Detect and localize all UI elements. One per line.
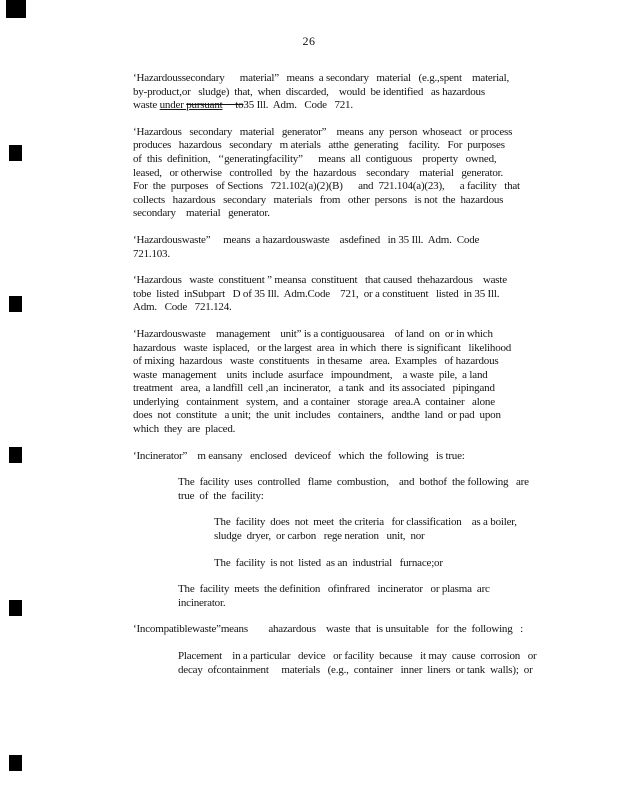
- text-line: of mixing hazardous waste constituents in thesame area. Examples of hazardous: [133, 355, 499, 368]
- text-line: incinerator.: [178, 596, 226, 609]
- text-line: The facility uses controlled flame combustion, and bothof the following are: [178, 476, 529, 489]
- text-line: decay ofcontainment materials (e.g., container inner liners or tank walls); or: [178, 663, 533, 676]
- amended-text-line: [133, 99, 553, 113]
- text-line: secondary material generator.: [133, 207, 270, 220]
- text-line: true of the facility:: [178, 489, 264, 502]
- scan-artifact-mark: [9, 600, 22, 616]
- text-line: collects hazardous secondary materials from other persons is not the hazardous: [133, 193, 504, 206]
- text-line: Placement in a particular device or facility because it may cause corrosion or: [178, 650, 537, 662]
- text-line: For the purposes of Sections 721.102(a)(2)(B) and 721.104(a)(23), a facility that: [133, 180, 520, 193]
- para-hazardous-secondary-material-generator: [133, 126, 553, 221]
- text-line: ‘Incinerator” m eansany enclosed deviceof which the following is true:: [133, 449, 465, 462]
- text-line: which they are placed.: [133, 423, 236, 436]
- text-line: 721.103.: [133, 247, 170, 260]
- document-body: [133, 72, 553, 690]
- text-line: by-product,or sludge) that, when discarded, would be identified as hazardous: [133, 85, 485, 98]
- inserted-deleted-text: pursuant: [186, 99, 223, 112]
- text-line: ‘Incompatiblewaste”means ahazardous waste that is unsuitable for the following :: [133, 623, 524, 636]
- scan-artifact-mark: [9, 755, 22, 771]
- para-hazardous-waste-constituent: [133, 274, 553, 315]
- text-line: produces hazardous secondary m aterials atthe generating facility. For purposes: [133, 139, 505, 152]
- text-line: treatment area, a landfill cell ,an incinerator, a tank and its associated pipingand: [133, 382, 495, 395]
- text-line: ‘Hazardous waste constituent ” meansa constituent that caused thehazardous waste: [133, 274, 507, 287]
- para-incinerator-subcondition-2: [214, 557, 553, 571]
- para-incinerator-condition-2: [178, 583, 553, 610]
- para-incinerator-condition-1: [178, 476, 553, 503]
- para-incinerator-definition: [133, 450, 553, 464]
- para-incompatible-waste-definition: [133, 623, 553, 637]
- text-line: ‘Hazardoussecondary material” means a secondary material (e.g.,spent material,: [133, 72, 510, 84]
- deleted-text: to: [222, 99, 244, 112]
- scan-artifact-mark: [9, 447, 22, 463]
- text-line: ‘Hazardouswaste” means a hazardouswaste asdefined in 35 Ill. Adm. Code: [133, 233, 480, 246]
- text-line: leased, or otherwise controlled by the hazardous secondary material generator.: [133, 166, 504, 179]
- text-line: The facility does not meet the criteria for classification as a boiler,: [214, 516, 517, 529]
- text-line: Adm. Code 721.124.: [133, 301, 232, 314]
- scan-artifact-mark: [9, 296, 22, 312]
- text-line: sludge dryer, or carbon rege neration unit, nor: [214, 530, 425, 543]
- para-hazardous-waste-management-unit: [133, 328, 553, 437]
- text-line: does not constitute a unit; the unit includes containers, andthe land or pad upon: [133, 409, 501, 422]
- text-line: of this definition, ‘‘generatingfacility” means all contiguous property owned,: [133, 152, 497, 165]
- scan-artifact-mark: [9, 145, 22, 161]
- para-incompatible-waste-placement: [178, 650, 553, 677]
- inserted-text: under: [159, 99, 187, 112]
- scan-artifact-mark: [6, 0, 26, 18]
- text-line: hazardous waste isplaced, or the largest area in which there is significant likelihood: [133, 341, 512, 354]
- para-hazardous-secondary-material: [133, 72, 553, 113]
- text-line: ‘Hazardouswaste management unit” is a contiguousarea of land on or in which: [133, 327, 493, 340]
- para-incinerator-subcondition-1: [214, 516, 553, 543]
- text-line: underlying containment system, and a container storage area.A container alone: [133, 395, 495, 408]
- text-line: tobe listed inSubpart D of 35 Ill. Adm.Code 721, or a constituent listed in 35 Ill.: [133, 287, 500, 300]
- text-segment: waste: [133, 99, 160, 112]
- page-number: 26: [302, 34, 316, 48]
- text-segment: 35 Ill. Adm. Code 721.: [243, 99, 353, 112]
- text-line: waste management units include asurface impoundment, a waste pile, a land: [133, 368, 488, 381]
- para-hazardous-waste: [133, 234, 553, 261]
- text-line: ‘Hazardous secondary material generator” means any person whoseact or process: [133, 125, 513, 138]
- text-line: The facility meets the definition ofinfrared incinerator or plasma arc: [178, 583, 490, 596]
- text-line: The facility is not listed as an industrial furnace;or: [214, 556, 443, 569]
